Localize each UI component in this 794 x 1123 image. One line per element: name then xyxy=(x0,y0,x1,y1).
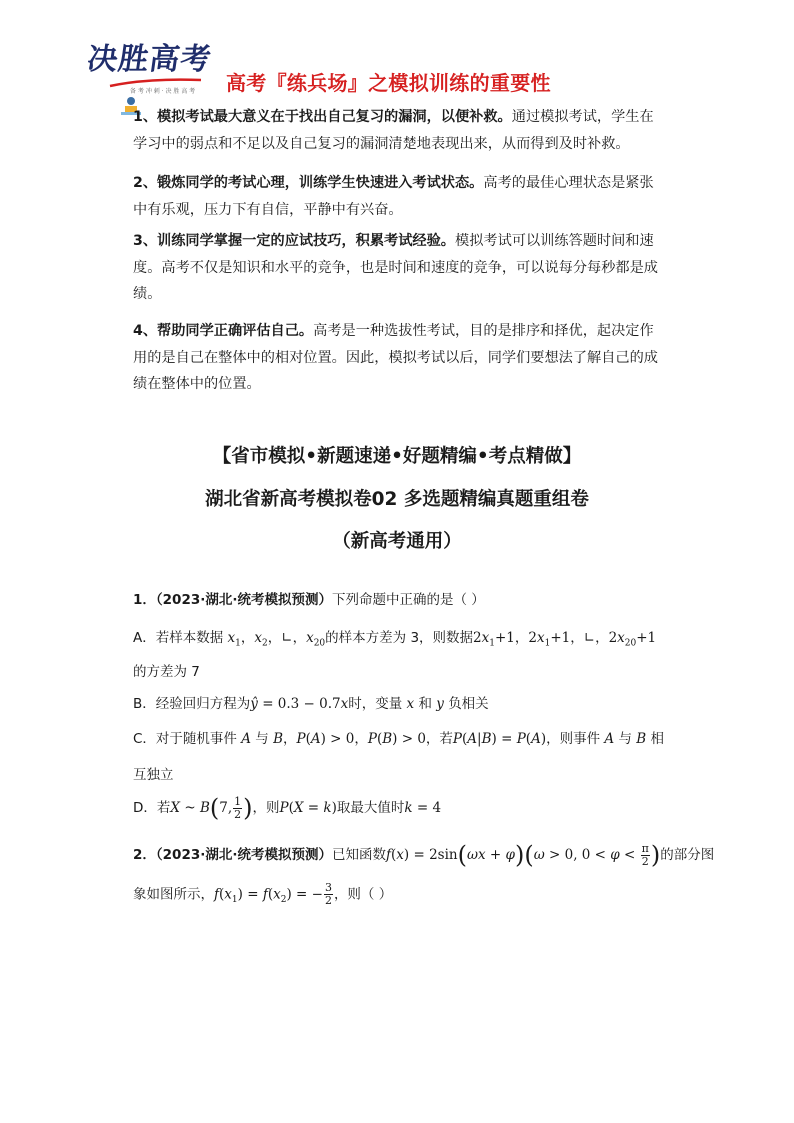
intro-3-text: 模拟考试可以训练答题时间和速度。高考不仅是知识和水平的竞争，也是时间和速度的竞争，可以说每分每秒都是成绩。 xyxy=(133,233,658,302)
q1-c-with: 与 xyxy=(255,731,269,747)
q1-source: （2023·湖北·统考模拟预测） xyxy=(155,592,332,608)
logo-slogan: 备 考 冲 刺 · 决 胜 高 考 xyxy=(130,88,196,95)
intro-paragraph-1 xyxy=(133,104,663,157)
headline: 高考『练兵场』之模拟训练的重要性 xyxy=(226,71,551,95)
intro-paragraph-3 xyxy=(133,228,663,308)
q2-stem: 2．（2023·湖北·统考模拟预测）已知函数f(x) = 2sin(ωx + φ)(ω > 0, 0 < φ < $\frac{\pi}{2}$ )的部分图 xyxy=(133,841,715,869)
q2-line2-end: ，则（ ） xyxy=(333,886,393,903)
q1-a-mid: 的样本方差为 3，则数据 xyxy=(325,630,474,646)
intro-2-bold: 2、锻炼同学的考试心理，训练学生快速进入考试状态。 xyxy=(133,175,484,191)
intro-3-bold: 3、训练同学掌握一定的应试技巧，积累考试经验。 xyxy=(133,233,455,249)
q2-stem-end: 的部分图 xyxy=(660,847,715,863)
q2-line2-prefix: 象如图所示， xyxy=(133,886,214,903)
q1-a-prefix: A．若样本数据 xyxy=(133,630,224,646)
banner-title: 【省市模拟•新题速递•好题精编•考点精做】 xyxy=(212,446,582,467)
q1-number: 1． xyxy=(133,592,156,608)
q1-b-end: 负相关 xyxy=(448,696,489,712)
intro-1-text: 通过模拟考试，学生在学习中的弱点和不足以及自己复习的漏洞清楚地表现出来，从而得到及时补救。 xyxy=(133,109,654,152)
q1-d-when: 取最大值时 xyxy=(336,800,405,816)
intro-paragraph-4 xyxy=(133,318,663,398)
logo xyxy=(78,34,213,114)
q1-c-with-2: 与 xyxy=(618,731,632,747)
q1-d-prefix: D．若 xyxy=(133,800,171,816)
q1-d-mid: ，则 xyxy=(252,800,280,816)
q1-option-c: C．对于随机事件 A 与 B，P(A) > 0，P(B) > 0，若P(A|B) = P(A)，则事件 A 与 B 相 xyxy=(133,731,664,747)
q1-stem xyxy=(133,588,485,608)
q1-option-d: D．若X ~ B(7, $\frac{1}{2}$ )，则P(X = k)取最大值时k = 4 xyxy=(133,794,442,822)
q1-c-prefix: C．对于随机事件 xyxy=(133,731,237,747)
intro-4-bold: 4、帮助同学正确评估自己。 xyxy=(133,323,314,339)
intro-4-text: 高考是一种选拔性考试，目的是排序和择优，起决定作用的是自己在整体中的相对位置。因此，模拟考试以后，同学们要想法了解自己的成绩在整体中的位置。 xyxy=(133,323,658,392)
q1-stem-text: 下列命题中正确的是（ ） xyxy=(332,592,485,608)
q1-option-c-line2: 互独立 xyxy=(133,767,174,783)
q1-option-a: A．若样本数据 $x_1$，$x_2$，∟，$x_{20}$的样本方差为 3，则数据$2x_1+1$，$2x_1+1$，∟，$2x_{20}+1$ xyxy=(133,630,657,649)
sub-title: （新高考通用） xyxy=(332,531,462,552)
q1-c-if: ，若 xyxy=(425,731,453,747)
q2-source: （2023·湖北·统考模拟预测） xyxy=(155,847,332,863)
q2-number: 2． xyxy=(133,847,156,863)
q1-option-a-line2: 的方差为 7 xyxy=(133,664,200,680)
intro-paragraph-2 xyxy=(133,170,663,223)
logo-title: 决胜高考 xyxy=(85,42,214,77)
intro-2-text: 高考的最佳心理状态是紧张中有乐观，压力下有自信，平静中有兴奋。 xyxy=(133,175,654,218)
q1-b-prefix: B．经验回归方程为 xyxy=(133,696,251,712)
q1-b-mid: 时，变量 xyxy=(348,696,403,712)
q1-b-and: 和 xyxy=(418,696,432,712)
main-title: 湖北省新高考模拟卷02 多选题精编真题重组卷 xyxy=(205,489,589,510)
q2-stem-prefix: 已知函数 xyxy=(332,847,386,863)
q1-c-then: ，则事件 xyxy=(546,731,601,747)
intro-1-bold: 1、模拟考试最大意义在于找出自己复习的漏洞，以便补救。 xyxy=(133,109,512,125)
q1-option-b: B．经验回归方程为ŷ = 0.3 − 0.7x时，变量 x 和 y 负相关 xyxy=(133,696,489,712)
q1-c-end: 相 xyxy=(650,731,664,747)
q2-line2: 象如图所示，$f(x_1) = f(x_2)$ = − $\frac{3}{2}$ ，则（ ） xyxy=(133,881,393,907)
